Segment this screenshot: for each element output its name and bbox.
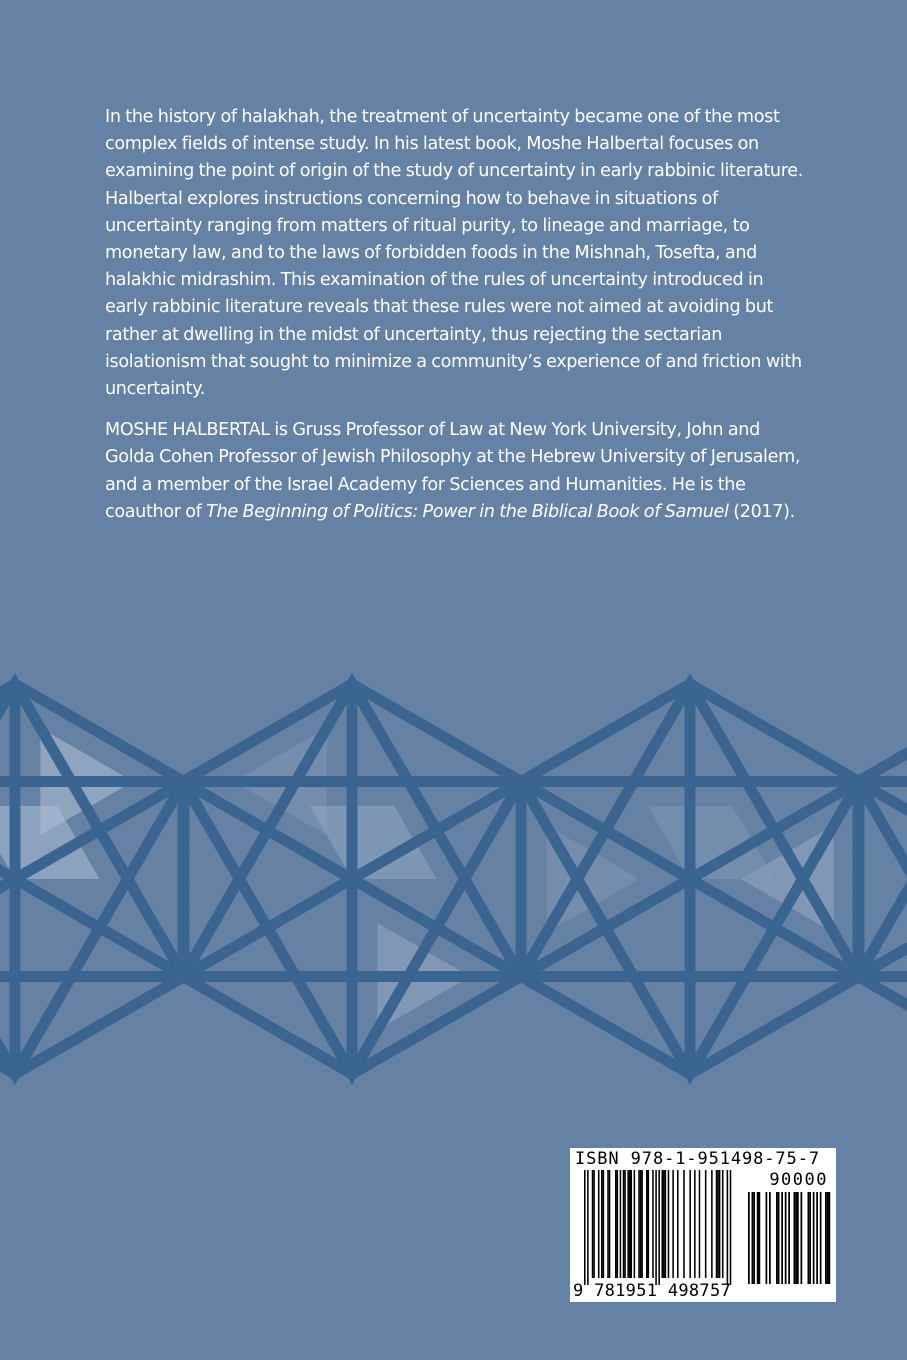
barcode-bar [638, 1170, 640, 1278]
barcode-bar [719, 1170, 721, 1278]
barcode-bar [705, 1170, 707, 1278]
barcode-bar [730, 1170, 732, 1285]
addon-bar [813, 1192, 815, 1284]
addon-bar [820, 1192, 822, 1284]
barcode-bar [627, 1170, 629, 1278]
author-bio-paragraph [105, 417, 805, 526]
barcode-bar [598, 1170, 600, 1278]
barcode-bar [677, 1170, 679, 1278]
price-addon-code: 90000 [769, 1170, 828, 1190]
barcode-bar [727, 1170, 729, 1285]
barcode-bar [620, 1170, 622, 1278]
barcode-bar [672, 1170, 674, 1278]
addon-bar [781, 1192, 783, 1284]
barcode-bar [662, 1170, 664, 1278]
addon-bar [825, 1192, 827, 1284]
addon-bar [797, 1192, 799, 1284]
description-paragraph: In the history of halakhah, the treatment of uncertainty became one of the most complex fields of intense study. In his latest book, Moshe Halbertal focuses on examining the point of origin of the study of uncertainty in early rabbinic literature. Halbertal explores instructions concerning how to behave in situations of uncertainty ranging from matters of ritual purity, to lineage and marriage, to monetary law, and to the laws of forbidden foods in the Mishnah, Tosefta, and halakhic midrashim. This examination of the rules of uncertainty introduced in early rabbinic literature reveals that these rules were not aimed at avoiding but rather at dwelling in the midst of uncertainty, thus rejecting the sectarian isolationism that sought to minimize a community’s experience of and friction with uncertainty. [105, 107, 803, 400]
barcode-bar [694, 1170, 696, 1278]
barcode-bar [607, 1170, 609, 1278]
barcode-bar [716, 1170, 718, 1278]
addon-bar [816, 1192, 818, 1284]
barcode-bar [699, 1170, 701, 1278]
author-bio-year: (2017). [728, 501, 795, 522]
addon-bar [788, 1192, 790, 1284]
barcode-bar [624, 1170, 626, 1278]
connector-line [183, 782, 184, 977]
barcode-bar [655, 1170, 657, 1285]
coauthored-book-title: The Beginning of Politics: Power in the Biblical Book of Samuel [206, 501, 729, 522]
isbn-label: ISBN 978-1-951498-75-7 [575, 1149, 820, 1169]
barcode-bar [665, 1170, 667, 1278]
barcode-bar [629, 1170, 631, 1278]
addon-bar [795, 1192, 797, 1284]
barcode-bar [658, 1170, 660, 1285]
addon-bar [829, 1192, 831, 1284]
addon-bar [766, 1192, 768, 1284]
barcode-bar [603, 1170, 605, 1278]
addon-bar [752, 1192, 754, 1284]
hexagon-outline [858, 684, 907, 1074]
addon-bar [753, 1192, 755, 1284]
barcode-bar [652, 1170, 654, 1278]
pattern-tint-fills [0, 728, 907, 1030]
barcode-bar [617, 1170, 619, 1278]
barcode-bar [623, 1170, 625, 1278]
barcode-bar [593, 1170, 595, 1278]
barcode-bar [634, 1170, 636, 1278]
barcode-bar [646, 1170, 648, 1278]
barcode-bar [722, 1170, 724, 1278]
hexagon-star-pattern [0, 648, 907, 1110]
barcode-bar [683, 1170, 685, 1278]
addon-bar [748, 1192, 750, 1284]
barcode-bar [601, 1170, 603, 1278]
addon-bar [769, 1192, 771, 1284]
barcode-bar [663, 1170, 665, 1278]
back-cover-blurb [105, 104, 805, 540]
barcode-bar [592, 1170, 594, 1278]
barcode-bar [689, 1170, 691, 1278]
addon-bar [801, 1192, 803, 1284]
isbn-barcode [570, 1148, 836, 1302]
connector-line [858, 782, 859, 977]
barcode-digits: 9 781951 498757 [573, 1281, 732, 1301]
addon-bar [778, 1192, 780, 1284]
addon-bar [808, 1192, 810, 1284]
barcode-bar [640, 1170, 642, 1278]
barcode-bar [609, 1170, 611, 1278]
barcode-bar [717, 1170, 719, 1278]
barcode-bar [668, 1170, 670, 1278]
barcode-bar [615, 1170, 617, 1278]
barcode-bar [648, 1170, 650, 1278]
barcode-bar [711, 1170, 713, 1278]
barcode-bar [631, 1170, 633, 1278]
barcode-bar [641, 1170, 643, 1278]
addon-bars [748, 1192, 830, 1284]
addon-bar [794, 1192, 796, 1284]
barcode-bar [584, 1170, 586, 1285]
addon-bar [759, 1192, 761, 1284]
addon-bar [785, 1192, 787, 1284]
barcode-bar [587, 1170, 589, 1285]
ean13-bars [584, 1170, 731, 1285]
addon-bar [809, 1192, 811, 1284]
addon-bar [776, 1192, 778, 1284]
addon-bar [757, 1192, 759, 1284]
author-bio-text: MOSHE HALBERTAL is Gruss Professor of Law at New York University, John and Golda Cohen Professor of Jewish Philosophy at the Hebrew University of Jerusalem, and a member of the Israel Academy for Sciences and Humanities. He is the coauthor of [105, 420, 801, 522]
addon-bar [827, 1192, 829, 1284]
